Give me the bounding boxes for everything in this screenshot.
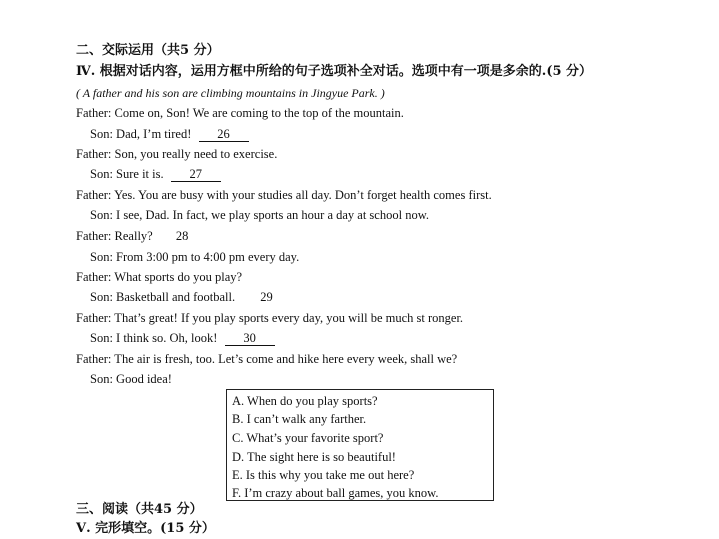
answer-blank-27: 27 <box>171 168 221 182</box>
answer-blank-26: 26 <box>199 128 249 142</box>
dialogue-line: Son: Dad, I’m tired! 26 <box>90 128 249 142</box>
part-iv-instruction: Ⅳ. 根据对话内容，运用方框中所给的句子选项补全对话。选项中有一项是多余的.(5 分） <box>76 64 593 79</box>
dialogue-line: Father: Come on, Son! We are coming to the top of the mountain. <box>76 106 404 120</box>
answer-number-29: 29 <box>260 290 273 304</box>
section-heading-communication: 二、交际运用（共5 分） <box>76 43 220 58</box>
dialogue-line: Father: Really? 28 <box>76 229 189 243</box>
dialogue-line: Son: From 3:00 pm to 4:00 pm every day. <box>90 250 300 264</box>
scene-note: ( A father and his son are climbing mountains in Jingyue Park. ) <box>76 86 385 100</box>
dialogue-line: Son: Basketball and football. 29 <box>90 290 273 304</box>
option-a: A. When do you play sports? <box>232 394 378 408</box>
dialogue-line: Father: What sports do you play? <box>76 270 243 284</box>
dialogue-line: Son: I see, Dad. In fact, we play sports an hour a day at school now. <box>90 208 430 222</box>
dialogue-line: Father: The air is fresh, too. Let’s come and hike here every week, shall we? <box>76 352 458 366</box>
option-d: D. The sight here is so beautiful! <box>232 450 396 464</box>
options-box <box>226 389 494 501</box>
dialogue-line: Father: Son, you really need to exercise. <box>76 147 278 161</box>
option-c: C. What’s your favorite sport? <box>232 431 384 445</box>
option-f: F. I’m crazy about ball games, you know. <box>232 486 439 500</box>
section-heading-reading: 三、阅读（共45 分） <box>76 502 203 517</box>
option-b: B. I can’t walk any farther. <box>232 412 367 426</box>
dialogue-line: Son: Good idea! <box>90 372 172 386</box>
dialogue-line: Son: Sure it is. 27 <box>90 168 221 182</box>
part-v-heading: Ⅴ. 完形填空。(15 分） <box>76 521 215 536</box>
dialogue-line: Father: That’s great! If you play sports every day, you will be much st ronger. <box>76 311 464 325</box>
option-e: E. Is this why you take me out here? <box>232 468 415 482</box>
dialogue-line: Son: I think so. Oh, look! 30 <box>90 332 275 346</box>
answer-number-28: 28 <box>175 229 189 243</box>
answer-blank-30: 30 <box>225 332 275 346</box>
dialogue-line: Father: Yes. You are busy with your studies all day. Don’t forget health comes first. <box>76 188 492 202</box>
